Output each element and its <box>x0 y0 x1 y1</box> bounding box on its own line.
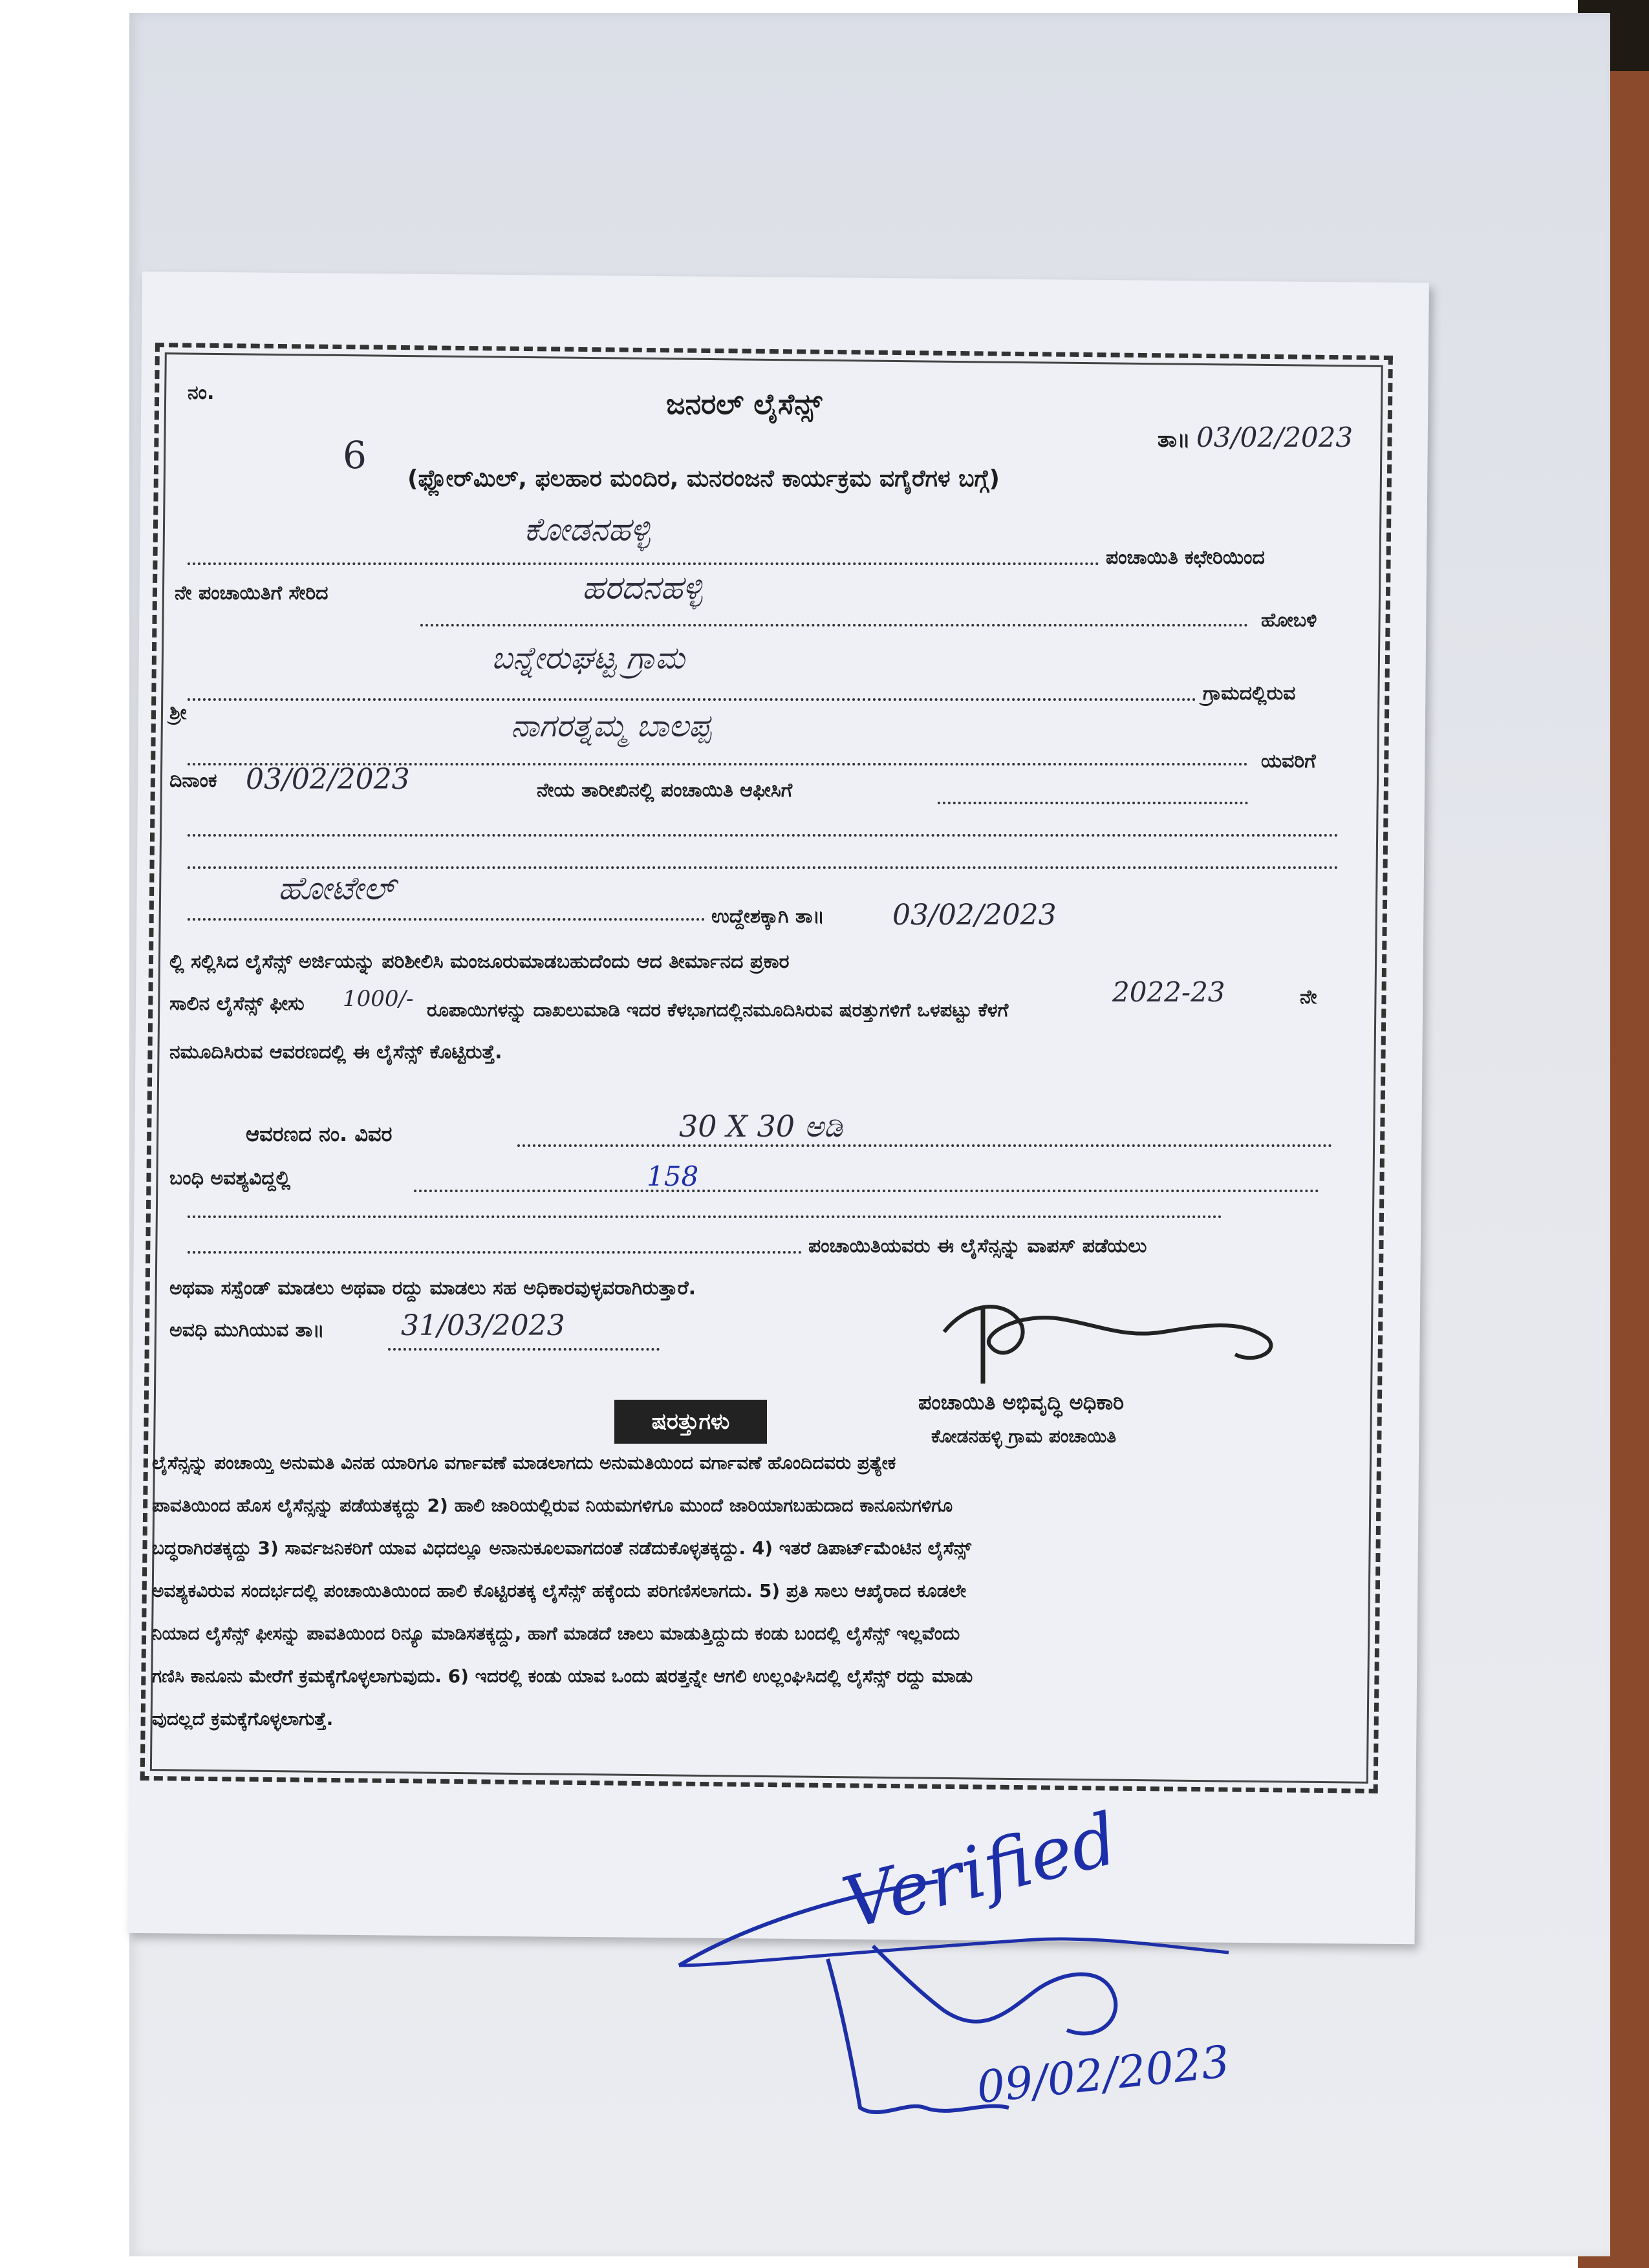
dots <box>188 834 1339 837</box>
condition-line: ನಿಯಾದ ಲೈಸೆನ್ಸ್ ಫೀಸನ್ನು ಪಾವತಿಯಿಂದ ರಿನ್ಯೂ ಮಾಡಿಸತಕ್ಕದ್ದು, ಹಾಗೆ ಮಾಡದೆ ಚಾಲು ಮಾಡುತ್ತಿದ್ದುದು ಕಂಡು ಬಂದಲ್ಲಿ ಲೈಸೆನ್ಸ್ ಇಲ್ಲವೆಂದು <box>152 1623 960 1644</box>
name-prefix: ಶ್ರೀ <box>169 701 187 724</box>
dots <box>188 918 705 921</box>
condition-line: ಗಣಿಸಿ ಕಾನೂನು ಮೇರೆಗೆ ಕ್ರಮಕ್ಕೆಗೊಳ್ಳಲಾಗುವುದು. 6) ಇದರಲ್ಲಿ ಕಂಡು ಯಾವ ಒಂದು ಷರತ್ತನ್ನೇ ಆಗಲಿ ಉಲ್ಲಂಘಿಸಿದಲ್ಲಿ ಲೈಸೆನ್ಸ್ ರದ್ದು ಮಾಡು <box>152 1665 973 1687</box>
revoke-text2: ಅಥವಾ ಸಸ್ಪೆಂಡ್ ಮಾಡಲು ಅಥವಾ ರದ್ದು ಮಾಡಲು ಸಹ ಅಧಿಕಾರವುಳ್ಳವರಾಗಿರುತ್ತಾರೆ. <box>169 1277 696 1300</box>
expiry-label: ಅವಧಿ ಮುಗಿಯುವ ತಾ॥ <box>169 1319 325 1342</box>
dots <box>188 562 1099 565</box>
village-prefix: ನೇ ಪಂಚಾಯಿತಿಗೆ ಸೇರಿದ <box>175 582 329 604</box>
dots <box>414 1190 1319 1192</box>
village-name: ಹರದನಹಳ್ಳಿ <box>582 569 703 606</box>
license-title: ಜನರಲ್ ಲೈಸೆನ್ಸ್ <box>666 388 823 421</box>
premises-label: ಆವರಣದ ನಂ. ವಿವರ <box>246 1122 393 1146</box>
condition-line: ಅವಶ್ಯಕವಿರುವ ಸಂದರ್ಭದಲ್ಲಿ ಪಂಚಾಯಿತಿಯಿಂದ ಹಾಲಿ ಕೊಟ್ಟಿರತಕ್ಕ ಲೈಸೆನ್ಸ್ ಹಕ್ಕೆಂದು ಪರಿಗಣಿಸಲಾಗದು. 5) ಪ್ರತಿ ಸಾಲು ಆಖೈರಾದ ಕೂಡಲೇ <box>152 1580 967 1601</box>
license-subtitle: (ಫ್ಲೋರ್‌ಮಿಲ್, ಫಲಹಾರ ಮಂದಿರ, ಮನರಂಜನೆ ಕಾರ್ಯಕ್ರಮ ವಗೈರೆಗಳ ಬಗ್ಗೆ) <box>407 465 1000 492</box>
conditions-heading: ಷರತ್ತುಗಳು <box>614 1400 767 1444</box>
related-label: ಬಂಧಿ ಅವಶ್ಯವಿದ್ದಲ್ಲಿ <box>169 1167 291 1190</box>
body-line2-end: ರೂಪಾಯಿಗಳನ್ನು ದಾಖಲುಮಾಡಿ ಇದರ ಕೆಳಭಾಗದಲ್ಲಿನಮೂದಿಸಿರುವ ಷರತ್ತುಗಳಿಗೆ ಒಳಪಟ್ಟು ಕೆಳಗೆ <box>427 999 1009 1021</box>
dots <box>420 624 1248 626</box>
dots <box>388 1348 660 1351</box>
verified-word: Verified <box>834 1797 1126 1945</box>
condition-line: ಬದ್ಧರಾಗಿರತಕ್ಕದ್ದು 3) ಸಾರ್ವಜನಿಕರಿಗೆ ಯಾವ ವಿಧದಲ್ಲೂ ಅನಾನುಕೂಲವಾಗದಂತೆ ನಡೆದುಕೊಳ್ಳತಕ್ಕದ್ದು. 4) ಇತರೆ ಡಿಪಾರ್ಟ್‌ಮೆಂಟಿನ ಲೈಸೆನ್ಸ್ <box>152 1537 971 1559</box>
header-date: 03/02/2023 <box>1196 422 1353 453</box>
hobli-suffix: ಹೋಬಳಿ <box>1261 609 1317 632</box>
yavarige-suffix: ಯವರಿಗೆ <box>1261 750 1316 773</box>
application-date: 03/02/2023 <box>246 763 410 796</box>
body-line1-end: ನೇ <box>1300 986 1317 1009</box>
purpose-date: 03/02/2023 <box>892 899 1057 932</box>
revoke-text: ಪಂಚಾಯಿತಿಯವರು ಈ ಲೈಸೆನ್ಸನ್ನು ವಾಪಸ್ ಪಡೆಯಲು <box>808 1235 1147 1257</box>
condition-line: ವುದಲ್ಲದೆ ಕ್ರಮಕ್ಕೆಗೊಳ್ಳಲಾಗುತ್ತೆ. <box>152 1708 334 1729</box>
purpose-label: ಉದ್ದೇಶಕ್ಕಾಗಿ ತಾ॥ <box>711 905 824 928</box>
dots <box>188 1215 1222 1218</box>
officer-title: ಪಂಚಾಯಿತಿ ಅಭಿವೃದ್ಧಿ ಅಧಿಕಾರಿ <box>918 1390 1124 1415</box>
condition-line: ಪಾವತಿಯಿಂದ ಹೊಸ ಲೈಸೆನ್ಸನ್ನು ಪಡೆಯತಕ್ಕದ್ದು 2) ಹಾಲಿ ಜಾರಿಯಲ್ಲಿರುವ ನಿಯಮಗಳಿಗೂ ಮುಂದೆ ಜಾರಿಯಾಗಬಹುದಾದ ಕಾನೂನುಗಳಿಗೂ <box>152 1495 953 1516</box>
dots <box>188 698 1196 701</box>
license-fee: 1000/- <box>343 986 414 1012</box>
purpose: ಹೋಟೇಲ್ <box>278 870 395 907</box>
dots <box>517 1144 1332 1147</box>
dots <box>188 1251 802 1254</box>
dots <box>938 802 1248 804</box>
application-suffix: ನೇಯ ತಾರೀಖಿನಲ್ಲಿ ಪಂಚಾಯಿತಿ ಆಫೀಸಿಗೆ <box>537 779 793 802</box>
license-year: 2022-23 <box>1112 976 1225 1008</box>
premises-value: 30 X 30 ಅಡಿ <box>679 1109 843 1144</box>
application-prefix: ದಿನಾಂಕ <box>169 769 217 792</box>
dots <box>188 866 1339 869</box>
number-label: ನಂ. <box>188 381 215 404</box>
officer-signature <box>931 1293 1293 1396</box>
officer-place: ಕೋಡನಹಳ್ಳಿ ಗ್ರಾಮ ಪಂಚಾಯಿತಿ <box>931 1426 1117 1447</box>
header-date-label: ತಾ॥ <box>1158 427 1191 453</box>
license-number: 6 <box>343 433 367 477</box>
related-value: 158 <box>647 1161 699 1192</box>
panchayat-suffix: ಪಂಚಾಯಿತಿ ಕಛೇರಿಯಿಂದ <box>1106 546 1265 569</box>
body-line1: ಲ್ಲಿ ಸಲ್ಲಿಸಿದ ಲೈಸೆನ್ಸ್ ಅರ್ಜಿಯನ್ನು ಪರಿಶೀಲಿಸಿ ಮಂಜೂರುಮಾಡಬಹುದೆಂದು ಆದ ತೀರ್ಮಾನದ ಪ್ರಕಾರ <box>169 950 790 973</box>
verified-date: 09/02/2023 <box>974 2036 1232 2114</box>
applicant-name: ನಾಗರತ್ನಮ್ಮ ಬಾಲಪ್ಪ <box>511 708 711 744</box>
grama-suffix: ಗ್ರಾಮದಲ್ಲಿರುವ <box>1203 682 1296 705</box>
condition-line: ಲೈಸೆನ್ಸನ್ನು ಪಂಚಾಯ್ತಿ ಅನುಮತಿ ವಿನಹ ಯಾರಿಗೂ ವರ್ಗಾವಣೆ ಮಾಡಲಾಗದು ಅನುಮತಿಯಿಂದ ವರ್ಗಾವಣೆ ಹೊಂದಿದವರು ಪ್ರತ್ಯೇಕ <box>152 1452 896 1473</box>
body-line3: ನಮೂದಿಸಿರುವ ಆವರಣದಲ್ಲಿ ಈ ಲೈಸೆನ್ಸ್ ಕೊಟ್ಟಿರುತ್ತೆ. <box>169 1041 502 1064</box>
locality-name: ಬನ್ನೇರುಘಟ್ಟ ಗ್ರಾಮ <box>491 640 685 676</box>
expiry-date: 31/03/2023 <box>401 1309 565 1342</box>
body-line2-start: ಸಾಲಿನ ಲೈಸೆನ್ಸ್ ಫೀಸು <box>169 992 305 1015</box>
panchayat-name: ಕೋಡನಹಳ್ಳಿ <box>524 511 651 548</box>
